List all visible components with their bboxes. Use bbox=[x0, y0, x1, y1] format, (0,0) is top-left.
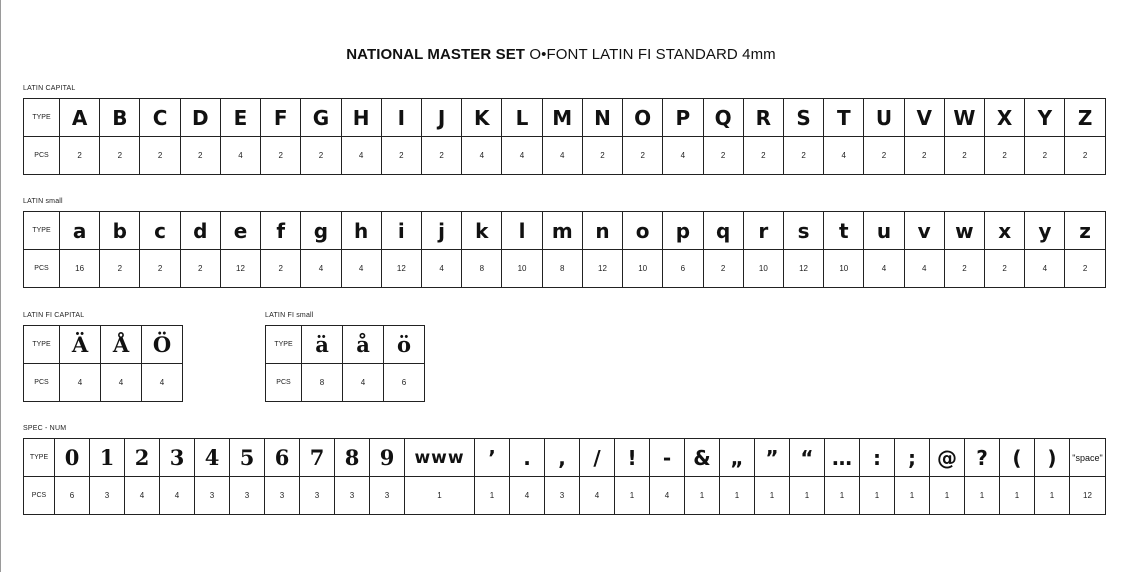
glyph-t-capital: T bbox=[824, 99, 864, 137]
glyph-f-small: f bbox=[261, 212, 301, 250]
glyph-a-umlaut-small: ä bbox=[302, 326, 343, 364]
glyph-u-capital: U bbox=[864, 99, 904, 137]
count-colon: 1 bbox=[860, 477, 895, 515]
glyph-h-capital: H bbox=[341, 99, 381, 137]
count-h-small: 4 bbox=[341, 250, 381, 288]
count-c-small: 2 bbox=[140, 250, 180, 288]
glyph-digit-7: 7 bbox=[300, 439, 335, 477]
spec-num-pcs-row bbox=[24, 477, 1106, 515]
glyph-u-small: u bbox=[864, 212, 904, 250]
count-o-umlaut: 4 bbox=[142, 364, 183, 402]
glyph-z-small: z bbox=[1065, 212, 1105, 250]
count-digit-8: 3 bbox=[335, 477, 370, 515]
count-o-small: 10 bbox=[623, 250, 663, 288]
count-question: 1 bbox=[965, 477, 1000, 515]
glyph-digit-4: 4 bbox=[195, 439, 230, 477]
count-e-capital: 4 bbox=[220, 137, 260, 175]
glyph-item-10: www bbox=[405, 439, 475, 477]
glyph-j-capital: J bbox=[421, 99, 461, 137]
count-p-capital: 4 bbox=[663, 137, 703, 175]
spec-num-label: SPEC - NUM bbox=[23, 425, 67, 432]
glyph-r-capital: R bbox=[743, 99, 783, 137]
glyph-w-capital: W bbox=[944, 99, 984, 137]
glyph-m-small: m bbox=[542, 212, 582, 250]
glyph-a-umlaut: Ä bbox=[60, 326, 101, 364]
count-at: 1 bbox=[930, 477, 965, 515]
glyph-y-small: y bbox=[1025, 212, 1065, 250]
spec-num-type-row bbox=[24, 439, 1106, 477]
title-rest: O•FONT LATIN FI STANDARD 4mm bbox=[529, 46, 776, 63]
glyph-m-capital: M bbox=[542, 99, 582, 137]
latin-fi-small-table bbox=[265, 325, 425, 402]
glyph-i-small: i bbox=[381, 212, 421, 250]
count-y-capital: 2 bbox=[1025, 137, 1065, 175]
glyph-digit-8: 8 bbox=[335, 439, 370, 477]
count-a-umlaut-small: 8 bbox=[302, 364, 343, 402]
count-m-small: 8 bbox=[542, 250, 582, 288]
glyph-d-capital: D bbox=[180, 99, 220, 137]
count-a-small: 16 bbox=[60, 250, 100, 288]
count-d-capital: 2 bbox=[180, 137, 220, 175]
count-q-small: 2 bbox=[703, 250, 743, 288]
count-item-10: 1 bbox=[405, 477, 475, 515]
count-o-umlaut-small: 6 bbox=[384, 364, 425, 402]
count-apostrophe: 1 bbox=[475, 477, 510, 515]
count-n-capital: 2 bbox=[582, 137, 622, 175]
count-digit-4: 3 bbox=[195, 477, 230, 515]
count-x-capital: 2 bbox=[985, 137, 1025, 175]
count-k-capital: 4 bbox=[462, 137, 502, 175]
glyph-z-capital: Z bbox=[1065, 99, 1105, 137]
count-s-capital: 2 bbox=[783, 137, 823, 175]
glyph-a-ring: Å bbox=[101, 326, 142, 364]
type-header: TYPE bbox=[266, 326, 302, 364]
glyph-n-capital: N bbox=[582, 99, 622, 137]
count-r-small: 10 bbox=[743, 250, 783, 288]
glyph-slash: / bbox=[580, 439, 615, 477]
count-a-capital: 2 bbox=[60, 137, 100, 175]
count-l-small: 10 bbox=[502, 250, 542, 288]
glyph-s-small: s bbox=[783, 212, 823, 250]
count-m-capital: 4 bbox=[542, 137, 582, 175]
glyph-a-small: a bbox=[60, 212, 100, 250]
glyph-q-capital: Q bbox=[703, 99, 743, 137]
count-a-ring: 4 bbox=[101, 364, 142, 402]
count-q-capital: 2 bbox=[703, 137, 743, 175]
latin-capital-label: LATIN CAPITAL bbox=[23, 85, 76, 92]
spec-num-table bbox=[23, 438, 1106, 515]
type-header: TYPE bbox=[24, 326, 60, 364]
count-l-capital: 4 bbox=[502, 137, 542, 175]
glyph-digit-5: 5 bbox=[230, 439, 265, 477]
count-d-small: 2 bbox=[180, 250, 220, 288]
glyph-b-small: b bbox=[100, 212, 140, 250]
glyph-hyphen: - bbox=[650, 439, 685, 477]
count-digit-0: 6 bbox=[55, 477, 90, 515]
latin-capital-type-row bbox=[24, 99, 1106, 137]
glyph-semicolon: ; bbox=[895, 439, 930, 477]
count-digit-3: 4 bbox=[160, 477, 195, 515]
count-ampersand: 1 bbox=[685, 477, 720, 515]
latin-capital-pcs-row bbox=[24, 137, 1106, 175]
count-digit-6: 3 bbox=[265, 477, 300, 515]
latin-small-type-row bbox=[24, 212, 1106, 250]
count-a-umlaut: 4 bbox=[60, 364, 101, 402]
type-header: TYPE bbox=[24, 439, 55, 477]
glyph-o-small: o bbox=[623, 212, 663, 250]
glyph-digit-6: 6 bbox=[265, 439, 300, 477]
count-t-capital: 4 bbox=[824, 137, 864, 175]
count-digit-5: 3 bbox=[230, 477, 265, 515]
count-j-small: 4 bbox=[421, 250, 461, 288]
glyph-d-small: d bbox=[180, 212, 220, 250]
glyph-e-capital: E bbox=[220, 99, 260, 137]
glyph-o-umlaut: Ö bbox=[142, 326, 183, 364]
latin-small-label: LATIN small bbox=[23, 198, 63, 205]
pcs-header: PCS bbox=[24, 364, 60, 402]
glyph-n-small: n bbox=[582, 212, 622, 250]
count-b-capital: 2 bbox=[100, 137, 140, 175]
count-u-capital: 2 bbox=[864, 137, 904, 175]
glyph-k-small: k bbox=[462, 212, 502, 250]
count-i-capital: 2 bbox=[381, 137, 421, 175]
latin-fi-capital-pcs-row bbox=[24, 364, 183, 402]
count-j-capital: 2 bbox=[421, 137, 461, 175]
glyph-s-capital: S bbox=[783, 99, 823, 137]
glyph-h-small: h bbox=[341, 212, 381, 250]
glyph-apostrophe: ’ bbox=[475, 439, 510, 477]
pcs-header: PCS bbox=[266, 364, 302, 402]
latin-fi-small-label: LATIN FI small bbox=[265, 312, 314, 319]
glyph-period: . bbox=[510, 439, 545, 477]
glyph-q-small: q bbox=[703, 212, 743, 250]
glyph-p-small: p bbox=[663, 212, 703, 250]
count-left-quote: 1 bbox=[790, 477, 825, 515]
latin-fi-small-type-row bbox=[266, 326, 425, 364]
count-r-capital: 2 bbox=[743, 137, 783, 175]
count-right-quote: 1 bbox=[755, 477, 790, 515]
count-ellipsis: 1 bbox=[825, 477, 860, 515]
count-s-small: 12 bbox=[783, 250, 823, 288]
glyph-ampersand: & bbox=[685, 439, 720, 477]
glyph-digit-1: 1 bbox=[90, 439, 125, 477]
glyph-a-capital: A bbox=[60, 99, 100, 137]
count-a-ring-small: 4 bbox=[343, 364, 384, 402]
count-g-capital: 2 bbox=[301, 137, 341, 175]
count-v-small: 4 bbox=[904, 250, 944, 288]
count-e-small: 12 bbox=[220, 250, 260, 288]
count-x-small: 2 bbox=[985, 250, 1025, 288]
latin-small-table bbox=[23, 211, 1106, 288]
pcs-header: PCS bbox=[24, 477, 55, 515]
glyph-digit-3: 3 bbox=[160, 439, 195, 477]
glyph-w-small: w bbox=[944, 212, 984, 250]
glyph-l-small: l bbox=[502, 212, 542, 250]
type-header: TYPE bbox=[24, 212, 60, 250]
glyph-left-quote: “ bbox=[790, 439, 825, 477]
count-digit-7: 3 bbox=[300, 477, 335, 515]
page-left-border bbox=[0, 0, 1, 572]
count-h-capital: 4 bbox=[341, 137, 381, 175]
glyph-right-quote: ” bbox=[755, 439, 790, 477]
count-t-small: 10 bbox=[824, 250, 864, 288]
count-digit-9: 3 bbox=[370, 477, 405, 515]
latin-capital-table bbox=[23, 98, 1106, 175]
glyph-y-capital: Y bbox=[1025, 99, 1065, 137]
glyph-digit-0: 0 bbox=[55, 439, 90, 477]
glyph-c-capital: C bbox=[140, 99, 180, 137]
count-f-capital: 2 bbox=[261, 137, 301, 175]
glyph-k-capital: K bbox=[462, 99, 502, 137]
count-period: 4 bbox=[510, 477, 545, 515]
count-w-capital: 2 bbox=[944, 137, 984, 175]
glyph-t-small: t bbox=[824, 212, 864, 250]
glyph-c-small: c bbox=[140, 212, 180, 250]
pcs-header: PCS bbox=[24, 250, 60, 288]
count-space: 12 bbox=[1070, 477, 1106, 515]
glyph-v-capital: V bbox=[904, 99, 944, 137]
glyph-colon: : bbox=[860, 439, 895, 477]
glyph-question: ? bbox=[965, 439, 1000, 477]
count-u-small: 4 bbox=[864, 250, 904, 288]
latin-fi-small-pcs-row bbox=[266, 364, 425, 402]
count-low-quote: 1 bbox=[720, 477, 755, 515]
glyph-e-small: e bbox=[220, 212, 260, 250]
count-p-small: 6 bbox=[663, 250, 703, 288]
count-b-small: 2 bbox=[100, 250, 140, 288]
count-w-small: 2 bbox=[944, 250, 984, 288]
count-y-small: 4 bbox=[1025, 250, 1065, 288]
glyph-r-small: r bbox=[743, 212, 783, 250]
count-c-capital: 2 bbox=[140, 137, 180, 175]
glyph-g-small: g bbox=[301, 212, 341, 250]
glyph-b-capital: B bbox=[100, 99, 140, 137]
glyph-v-small: v bbox=[904, 212, 944, 250]
glyph-exclamation: ! bbox=[615, 439, 650, 477]
count-slash: 4 bbox=[580, 477, 615, 515]
glyph-l-capital: L bbox=[502, 99, 542, 137]
count-z-small: 2 bbox=[1065, 250, 1105, 288]
glyph-x-small: x bbox=[985, 212, 1025, 250]
glyph-low-quote: „ bbox=[720, 439, 755, 477]
count-g-small: 4 bbox=[301, 250, 341, 288]
count-o-capital: 2 bbox=[623, 137, 663, 175]
count-hyphen: 4 bbox=[650, 477, 685, 515]
count-n-small: 12 bbox=[582, 250, 622, 288]
glyph-comma: , bbox=[545, 439, 580, 477]
glyph-digit-2: 2 bbox=[125, 439, 160, 477]
latin-small-pcs-row bbox=[24, 250, 1106, 288]
glyph-i-capital: I bbox=[381, 99, 421, 137]
count-k-small: 8 bbox=[462, 250, 502, 288]
latin-fi-capital-label: LATIN FI CAPITAL bbox=[23, 312, 85, 319]
count-z-capital: 2 bbox=[1065, 137, 1105, 175]
count-left-paren: 1 bbox=[1000, 477, 1035, 515]
glyph-space: "space" bbox=[1070, 439, 1106, 477]
title-bold: NATIONAL MASTER SET bbox=[346, 46, 526, 63]
glyph-x-capital: X bbox=[985, 99, 1025, 137]
glyph-o-capital: O bbox=[623, 99, 663, 137]
latin-fi-capital-type-row bbox=[24, 326, 183, 364]
count-f-small: 2 bbox=[261, 250, 301, 288]
glyph-f-capital: F bbox=[261, 99, 301, 137]
count-v-capital: 2 bbox=[904, 137, 944, 175]
count-comma: 3 bbox=[545, 477, 580, 515]
count-digit-1: 3 bbox=[90, 477, 125, 515]
count-right-paren: 1 bbox=[1035, 477, 1070, 515]
pcs-header: PCS bbox=[24, 137, 60, 175]
glyph-g-capital: G bbox=[301, 99, 341, 137]
latin-fi-capital-table bbox=[23, 325, 183, 402]
count-digit-2: 4 bbox=[125, 477, 160, 515]
glyph-a-ring-small: å bbox=[343, 326, 384, 364]
glyph-ellipsis: … bbox=[825, 439, 860, 477]
glyph-j-small: j bbox=[421, 212, 461, 250]
count-semicolon: 1 bbox=[895, 477, 930, 515]
glyph-at: @ bbox=[930, 439, 965, 477]
glyph-p-capital: P bbox=[663, 99, 703, 137]
type-header: TYPE bbox=[24, 99, 60, 137]
count-i-small: 12 bbox=[381, 250, 421, 288]
glyph-o-umlaut-small: ö bbox=[384, 326, 425, 364]
page-title bbox=[0, 46, 1122, 63]
glyph-right-paren: ) bbox=[1035, 439, 1070, 477]
count-exclamation: 1 bbox=[615, 477, 650, 515]
glyph-left-paren: ( bbox=[1000, 439, 1035, 477]
glyph-digit-9: 9 bbox=[370, 439, 405, 477]
